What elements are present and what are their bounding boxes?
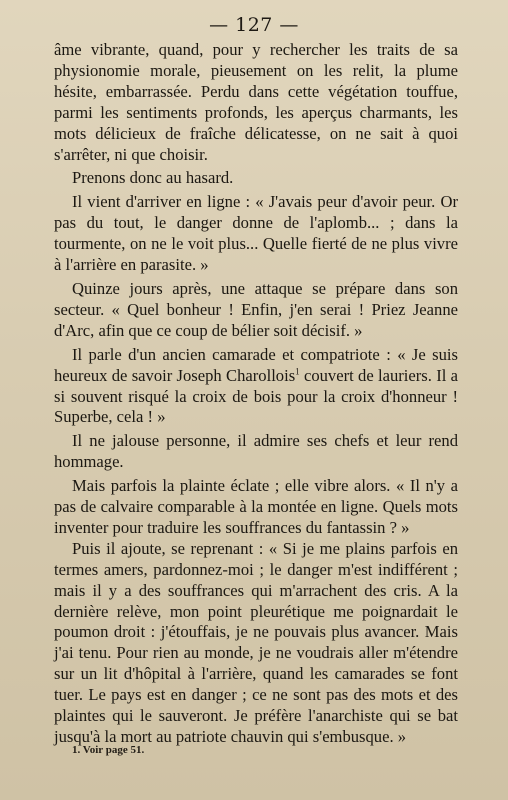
paragraph-7: Mais parfois la plainte éclate ; elle vibre alors. « Il n'y a pas de calvaire comparable à la montée en ligne. Quels mots inventer pour traduire les souffrances du fantassin ? » — [54, 476, 458, 537]
footnote-marker: 1 — [295, 366, 300, 377]
paragraph-5-rest: couvert de lauriers. Il a si souvent risqué la croix de bois pour la croix d'honneur ! Superbe, cela ! » — [54, 365, 458, 427]
paragraph-1: âme vibrante, quand, pour y rechercher les traits de sa physionomie morale, pieusement on les relit, la plume hésite, embarrassée. Perdu dans cette végétation touffue, parmi les sentiments profonds, les aperçus charmants, les mots délicieux de fraîche délicatesse, on ne sait à quoi s'arrêter, ni que choisir. — [54, 40, 458, 164]
paragraph-3: Il vient d'arriver en ligne : « J'avais peur d'avoir peur. Or pas du tout, le danger donne de l'aplomb... ; dans la tourmente, on ne le voit plus... Quelle fierté de ne plus vivre à l'arrière en parasite. » — [54, 192, 458, 275]
page-number: — 127 — — [209, 14, 299, 36]
paragraph-5-start: Il parle d'un ancien camarade et compatriote : « Je suis heureux de savoir Joseph Charollois — [54, 344, 458, 385]
footnote: 1. Voir page 51. — [72, 744, 145, 756]
body-text — [54, 40, 458, 748]
paragraph-2: Prenons donc au hasard. — [72, 168, 234, 188]
paragraph-5 — [54, 345, 458, 429]
paragraph-4: Quinze jours après, une attaque se prépare dans son secteur. « Quel bonheur ! Enfin, j'en serai ! Priez Jeanne d'Arc, afin que ce coup de bélier soit décisif. » — [54, 278, 458, 340]
paragraph-6: Il ne jalouse personne, il admire ses chefs et leur rend hommage. — [54, 431, 458, 472]
paragraph-8: Puis il ajoute, se reprenant : « Si je me plains parfois en termes amers, pardonnez-moi ; le danger m'est indifférent ; mais il y a des souffrances qui m'arrachent des cris. A la dernière relève, mon point pleurétique me poignardait le poumon droit : j'étouffais, je ne pouvais plus avancer. Mais j'ai tenu. Pour rien au monde, je ne voudrais aller m'étendre sur un lit d'hôpital à l'arrière, quand les camarades se font tuer. Le pays est en danger ; ce ne sont pas des mots et des plaintes qui le sauveront. Je préfère l'anarchiste qui se bat jusqu'à la mort au patriote chauvin qui s'embusque. » — [54, 538, 458, 746]
